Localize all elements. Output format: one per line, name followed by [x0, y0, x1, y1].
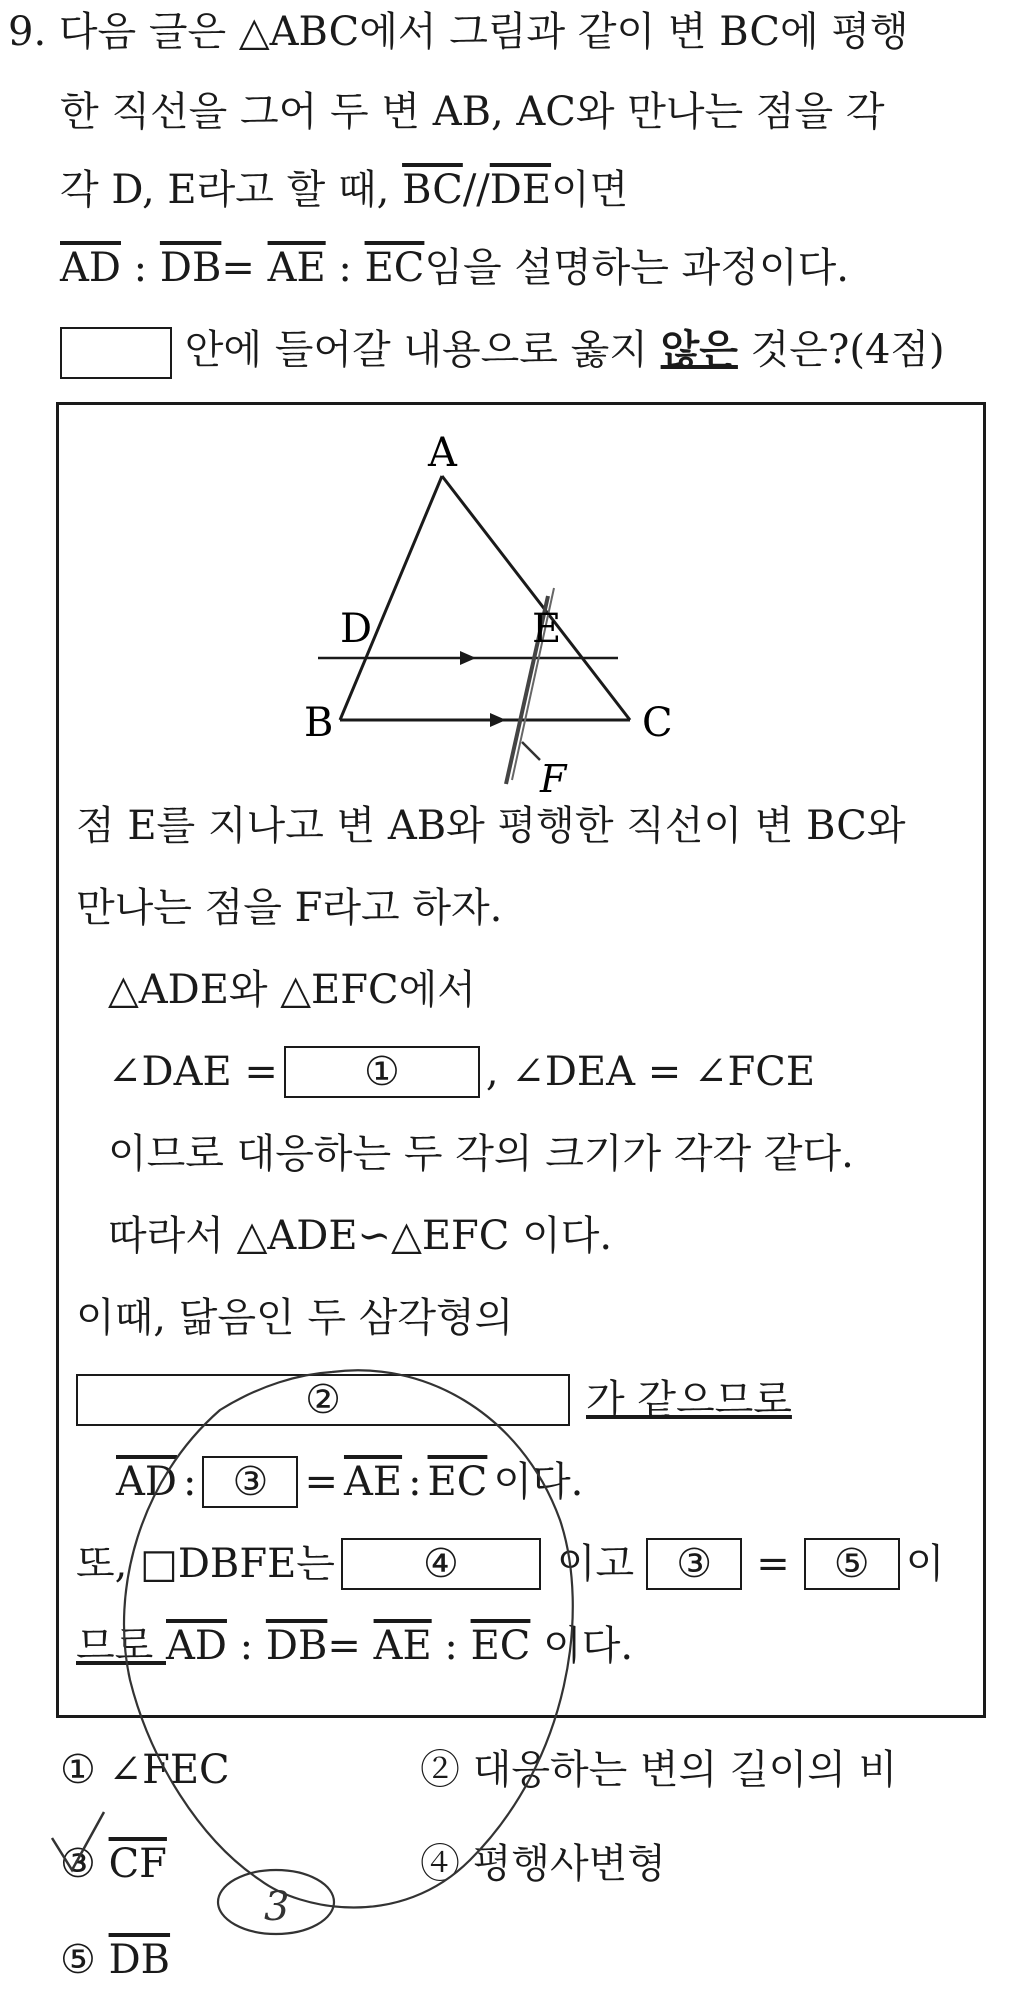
proof-line-9 — [116, 1454, 583, 1510]
choice-2-text: 대응하는 변의 길이의 비 — [472, 1747, 898, 1793]
blank-1: ① — [284, 1046, 480, 1098]
label-c: C — [642, 700, 673, 746]
question-line-5-tail: 것은?(4점) — [737, 327, 945, 373]
segment-ec: $\overline{EC}$ — [364, 245, 425, 291]
segment-ae: $\overline{AE}$ — [343, 1459, 403, 1505]
question-line-4 — [60, 240, 849, 296]
proof-line-4-prefix: ∠DAE = — [108, 1049, 278, 1095]
label-a: A — [428, 430, 457, 476]
side-ab — [340, 476, 442, 720]
triangle-figure — [300, 420, 720, 800]
blank-3-repeat: ③ — [646, 1538, 742, 1590]
pencil-circle-icon — [218, 1870, 334, 1934]
blank-5: ⑤ — [804, 1538, 900, 1590]
segment-ae: $\overline{AE}$ — [267, 245, 326, 291]
blank-4: ④ — [341, 1538, 541, 1590]
proof-line-2: 만나는 점을 F라고 하자. — [76, 885, 503, 931]
choice-5-text: $\overline{DB}$ — [108, 1937, 171, 1983]
side-ac — [442, 476, 630, 720]
choice-1-number: ① — [60, 1747, 96, 1793]
proof-line-10 — [76, 1536, 944, 1592]
colon: : — [325, 245, 365, 291]
emphasis-not: 않은 — [660, 326, 738, 373]
segment-ae: $\overline{AE}$ — [373, 1623, 432, 1669]
question-number: 9. — [8, 9, 47, 55]
proof-line-3: △ADE와 △EFC에서 — [108, 967, 476, 1013]
proof-line-11-prefix: 므로 — [76, 1623, 166, 1669]
proof-line-4-suffix: , ∠DEA = ∠FCE — [485, 1049, 816, 1095]
choice-5[interactable] — [60, 1932, 170, 1988]
equals: = — [327, 1623, 374, 1669]
colon: : — [120, 245, 160, 291]
choice-1[interactable] — [60, 1742, 230, 1798]
choice-3-number: ③ — [60, 1841, 96, 1887]
choice-4-number: ④ — [420, 1841, 460, 1887]
question-line-3-suffix: 이면 — [551, 167, 629, 213]
segment-ad: $\overline{AD}$ — [166, 1623, 227, 1669]
parallel-sign: // — [462, 167, 490, 213]
proof-line-4 — [108, 1044, 815, 1100]
choice-3-text: $\overline{CF}$ — [108, 1841, 167, 1887]
proof-line-10-prefix: 또, □DBFE는 — [76, 1541, 335, 1587]
question-line-5-mid: 안에 들어갈 내용으로 옳지 — [172, 327, 661, 373]
question-line-5 — [60, 322, 945, 379]
question-line-1 — [8, 4, 909, 60]
question-line-3-text: 각 D, E라고 할 때, — [60, 167, 403, 213]
colon: : — [408, 1459, 422, 1505]
arrow-icon — [460, 651, 476, 665]
proof-line-1: 점 E를 지나고 변 AB와 평행한 직선이 변 BC와 — [76, 803, 906, 849]
colon: : — [182, 1459, 197, 1505]
proof-line-9-tail: 이다. — [493, 1459, 584, 1505]
choice-2-number: ② — [420, 1747, 460, 1793]
question-line-2: 한 직선을 그어 두 변 AB, AC와 만나는 점을 각 — [60, 89, 885, 135]
proof-line-7: 이때, 닮음인 두 삼각형의 — [76, 1295, 514, 1341]
proof-line-8 — [76, 1372, 792, 1428]
handwritten-answer: 3 — [264, 1884, 290, 1930]
segment-ec: $\overline{EC}$ — [427, 1459, 488, 1505]
arrow-icon — [490, 713, 506, 727]
proof-line-11 — [76, 1618, 633, 1674]
segment-db: $\overline{DB}$ — [159, 245, 222, 291]
colon: : — [431, 1623, 471, 1669]
proof-line-10-tail: 이 — [905, 1541, 945, 1587]
label-f: F — [540, 757, 567, 800]
label-e: E — [532, 606, 562, 652]
blank-box-icon — [60, 327, 172, 379]
choice-2[interactable] — [420, 1742, 897, 1798]
blank-2: ② — [76, 1374, 570, 1426]
question-line-4-tail: 임을 설명하는 과정이다. — [424, 245, 849, 291]
proof-line-8-suffix: 가 같으므로 — [586, 1377, 792, 1423]
proof-line-10-mid: 이고 — [556, 1541, 635, 1587]
proof-line-6: 따라서 △ADE∽△EFC 이다. — [108, 1213, 613, 1259]
equals: = — [304, 1459, 338, 1505]
proof-line-11-tail: 이다. — [530, 1623, 634, 1669]
segment-ec: $\overline{EC}$ — [470, 1623, 531, 1669]
label-b: B — [304, 700, 334, 746]
colon: : — [226, 1623, 266, 1669]
segment-ad: $\overline{AD}$ — [60, 245, 121, 291]
proof-line-5: 이므로 대응하는 두 각의 크기가 각각 같다. — [108, 1131, 854, 1177]
choice-3[interactable] — [60, 1836, 167, 1892]
segment-db: $\overline{DB}$ — [265, 1623, 328, 1669]
handwritten-f-hook — [522, 742, 540, 760]
segment-ad: $\overline{AD}$ — [116, 1459, 177, 1505]
choice-4-text: 평행사변형 — [472, 1841, 666, 1887]
equals: = — [756, 1541, 790, 1587]
question-line-3 — [60, 162, 628, 218]
choice-1-text: ∠FEC — [108, 1747, 230, 1793]
question-line-1-text: 다음 글은 △ABC에서 그림과 같이 변 BC에 평행 — [58, 9, 909, 55]
segment-de: $\overline{DE}$ — [489, 167, 552, 213]
choice-5-number: ⑤ — [60, 1937, 96, 1983]
label-d: D — [340, 606, 373, 652]
choice-4[interactable] — [420, 1836, 666, 1892]
segment-bc: $\overline{BC}$ — [402, 167, 463, 213]
blank-3: ③ — [202, 1456, 298, 1508]
equals: = — [221, 245, 268, 291]
